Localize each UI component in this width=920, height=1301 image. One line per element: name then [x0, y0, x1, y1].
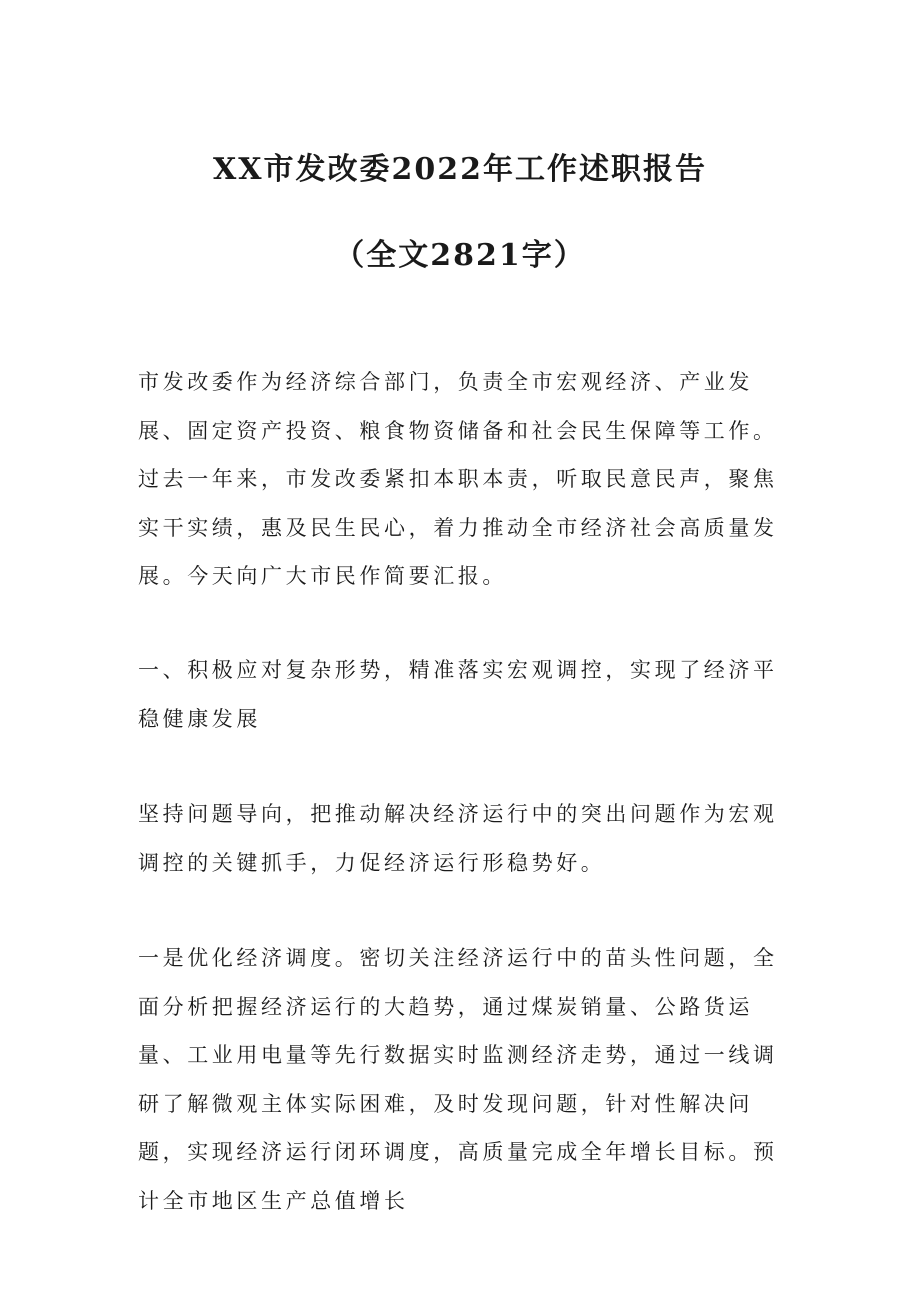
- paragraph-problem-orientation: 坚持问题导向，把推动解决经济运行中的突出问题作为宏观调控的关键抓手，力促经济运行形稳势好。: [138, 802, 778, 875]
- document-subtitle: （全文2821字）: [334, 238, 586, 273]
- section-heading: 一、积极应对复杂形势，精准落实宏观调控，实现了经济平稳健康发展: [138, 658, 778, 731]
- paragraph-intro: 市发改委作为经济综合部门，负责全市宏观经济、产业发展、固定资产投资、粮食物资储备和社会民生保障等工作。过去一年来，市发改委紧扣本职本责，听取民意民声，聚焦实干实绩，惠及民生民心，着力推动全市经济社会高质量发展。今天向广大市民作简要汇报。: [138, 370, 778, 588]
- document-title: XX市发改委2022年工作述职报告: [212, 152, 708, 187]
- paragraph-economic-dispatch: 一是优化经济调度。密切关注经济运行中的苗头性问题，全面分析把握经济运行的大趋势，通过煤炭销量、公路货运量、工业用电量等先行数据实时监测经济走势，通过一线调研了解微观主体实际困难，及时发现问题，针对性解决问题，实现经济运行闭环调度，高质量完成全年增长目标。预计全市地区生产总值增长: [138, 946, 778, 1213]
